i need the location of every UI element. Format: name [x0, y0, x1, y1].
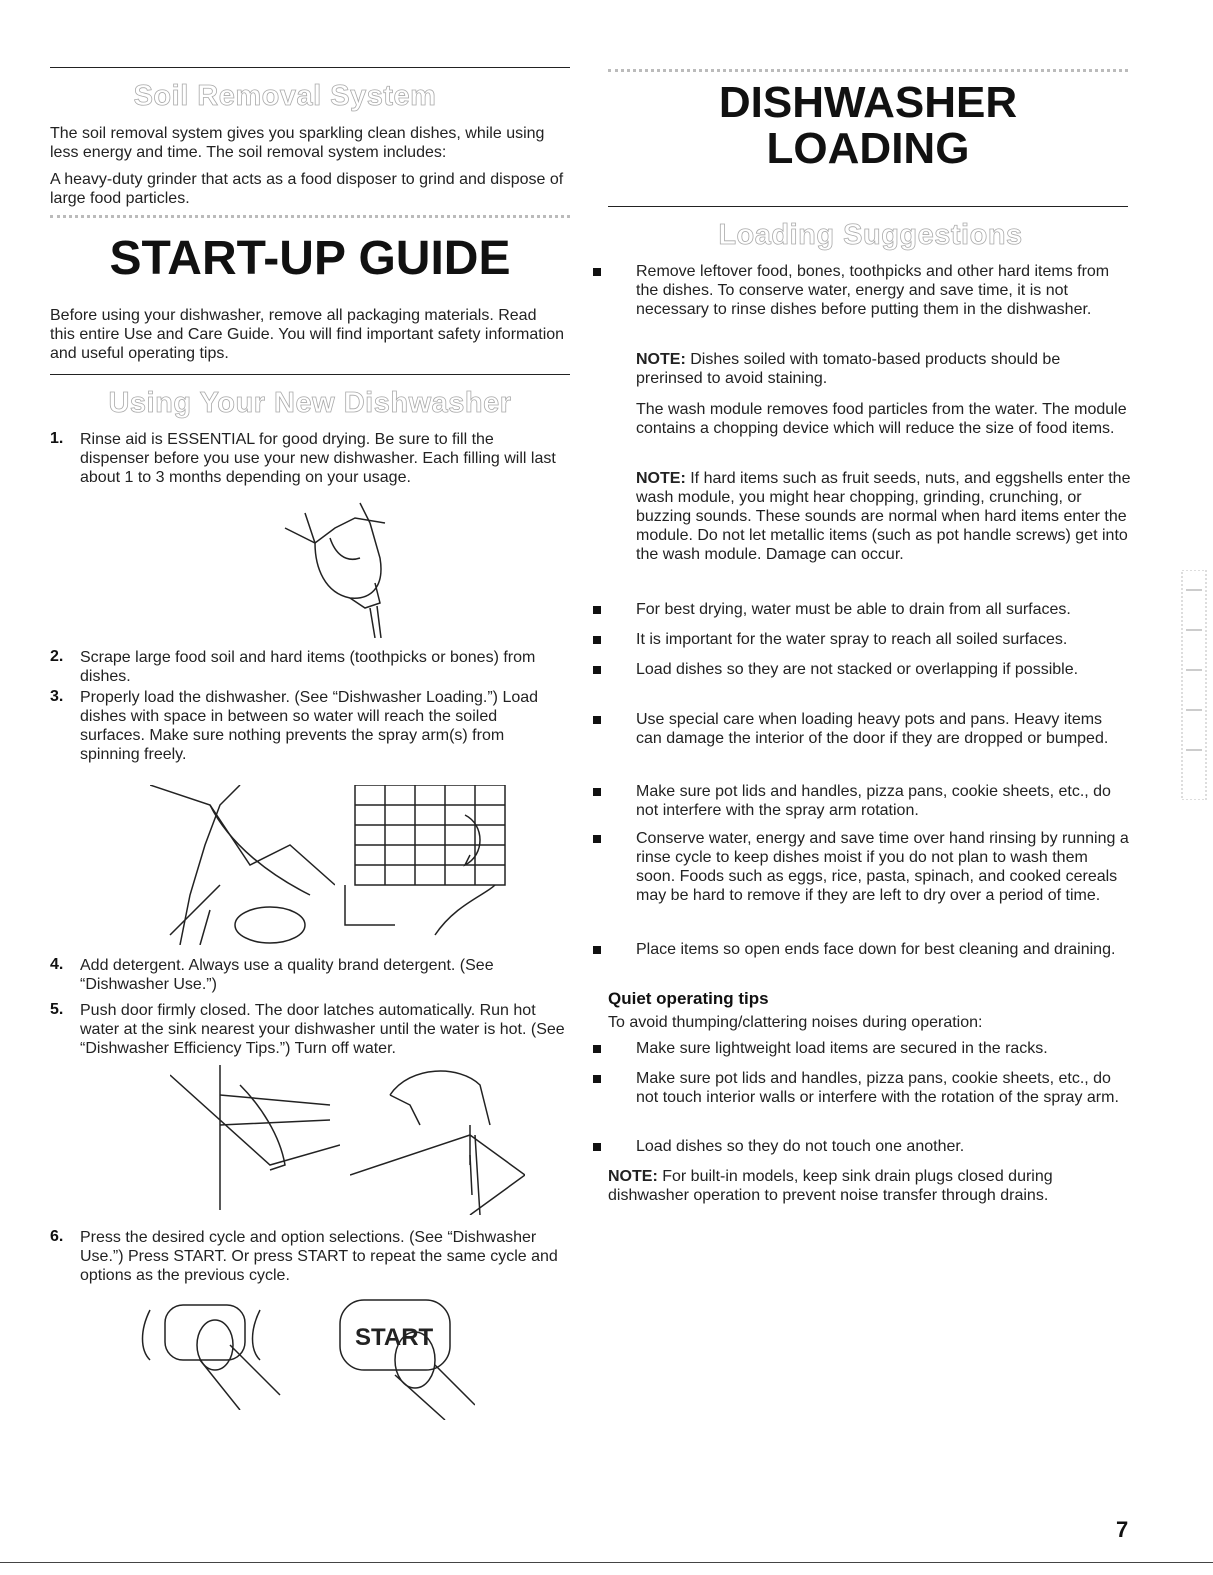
divider: [608, 206, 1128, 207]
step-text: Add detergent. Always use a quality brand detergent. (See “Dishwasher Use.”): [80, 957, 494, 993]
step-number: 6.: [50, 1228, 64, 1245]
start-button-label: START: [355, 1324, 434, 1351]
step-number: 4.: [50, 956, 64, 973]
bullet-text: Conserve water, energy and save time over hand rinsing by running a rinse cycle to keep dishes moist if you do not plan to wash them soon. Foods such as eggs, rice, pasta, spinach, and cooked cereals may be hard to remove if they are left to dry over a period of time.: [636, 830, 1129, 904]
note-label: NOTE:: [636, 470, 686, 487]
note-label: NOTE:: [608, 1168, 658, 1185]
note-paragraph: [636, 350, 1131, 388]
using-dishwasher-heading: Using Your New Dishwasher: [108, 387, 512, 419]
step-number: 5.: [50, 1001, 64, 1018]
step-number: 3.: [50, 688, 64, 705]
bullet-marker: [593, 1143, 601, 1151]
bullet-marker: [593, 1045, 601, 1053]
step-number: 2.: [50, 648, 64, 665]
rinse-aid-bottle-illustration: [275, 498, 395, 638]
step-text: Properly load the dishwasher. (See “Dishwasher Loading.”) Load dishes with space in between so water will reach the soiled surfaces. Make sure nothing prevents the spray arm(s) from spinning freely.: [80, 689, 539, 763]
bullet-marker: [593, 268, 601, 276]
section-side-tab: [1180, 570, 1210, 800]
bullet-marker: [593, 1075, 601, 1083]
bullet-marker: [593, 666, 601, 674]
step-text: Push door firmly closed. The door latches automatically. Run hot water at the sink nearest your dishwasher until the water is hot. (See “Dishwasher Efficiency Tips.”) Turn off water.: [80, 1002, 565, 1057]
bullet-text: Load dishes so they are not stacked or overlapping if possible.: [636, 661, 1079, 678]
step-text: Scrape large food soil and hard items (toothpicks or bones) from dishes.: [80, 649, 536, 685]
bullet-text: For best drying, water must be able to drain from all surfaces.: [636, 601, 1071, 618]
bullet-marker: [593, 606, 601, 614]
faucet-illustration: [350, 1065, 525, 1215]
start-button-press-illustration: [335, 1295, 475, 1420]
load-dishes-illustration: [150, 785, 335, 945]
step-text: Press the desired cycle and option selections. (See “Dishwasher Use.”) Press START. Or press START to repeat the same cycle and options as the previous cycle.: [80, 1229, 558, 1284]
cycle-button-press-illustration: [140, 1300, 285, 1410]
bottom-divider: [0, 1562, 1213, 1563]
loading-suggestions-heading: Loading Suggestions: [718, 219, 1023, 251]
bullet-marker: [593, 835, 601, 843]
bullet-text: Load dishes so they do not touch one another.: [636, 1138, 965, 1155]
bullet-text: Make sure pot lids and handles, pizza pans, cookie sheets, etc., do not interfere with the spray arm rotation.: [636, 783, 1111, 819]
bullet-text: Use special care when loading heavy pots and pans. Heavy items can damage the interior of the door if they are dropped or bumped.: [636, 711, 1109, 747]
quiet-intro-paragraph: To avoid thumping/clattering noises during operation:: [608, 1014, 983, 1031]
title-line-1: DISHWASHER: [718, 78, 1018, 127]
note-paragraph: [608, 1167, 1133, 1205]
step-number: 1.: [50, 430, 64, 447]
start-up-intro-paragraph: Before using your dishwasher, remove all packaging materials. Read this entire Use and Care Guide. You will find important safety information and useful operating tips.: [50, 307, 565, 362]
note-paragraph: [636, 469, 1131, 564]
quiet-operating-tips-heading: Quiet operating tips: [608, 989, 769, 1008]
bullet-text: Make sure lightweight load items are secured in the racks.: [636, 1040, 1048, 1057]
note-text: If hard items such as fruit seeds, nuts, and eggshells enter the wash module, you might hear chopping, grinding, crunching, or buzzing sounds. These sounds are normal when hard items enter the module. Do not let metallic items (such as pot handle screws) get into the wash module. Damage can occur.: [636, 470, 1131, 563]
bullet-marker: [593, 716, 601, 724]
step-text: Rinse aid is ESSENTIAL for good drying. Be sure to fill the dispenser before you use your new dishwasher. Each filling will last about 1 to 3 months depending on your usage.: [80, 431, 556, 486]
dishwasher-loading-title: [593, 80, 1143, 172]
bullet-text: Make sure pot lids and handles, pizza pans, cookie sheets, etc., do not touch interior walls or interfere with the rotation of the spray arm.: [636, 1070, 1119, 1106]
dotted-divider: [608, 69, 1128, 72]
bullet-marker: [593, 946, 601, 954]
bullet-marker: [593, 788, 601, 796]
page-number: 7: [1116, 1517, 1129, 1542]
soil-removal-paragraph: The soil removal system gives you sparkling clean dishes, while using less energy and time. The soil removal system includes:: [50, 125, 545, 161]
dishwasher-rack-illustration: [335, 785, 510, 945]
dotted-divider: [50, 215, 570, 218]
bullet-marker: [593, 636, 601, 644]
bullet-text: Place items so open ends face down for best cleaning and draining.: [636, 941, 1116, 958]
start-up-guide-heading: START-UP GUIDE: [109, 232, 511, 285]
bullet-text: It is important for the water spray to reach all soiled surfaces.: [636, 631, 1068, 648]
note-text: Dishes soiled with tomato-based products should be prerinsed to avoid staining.: [636, 351, 1061, 387]
soil-removal-heading: Soil Removal System: [133, 80, 437, 112]
divider: [50, 67, 570, 68]
wash-module-paragraph: The wash module removes food particles from the water. The module contains a chopping device which will reduce the size of food items.: [636, 401, 1127, 437]
title-line-2: LOADING: [766, 124, 970, 174]
close-door-illustration: [170, 1065, 340, 1210]
bullet-text: Remove leftover food, bones, toothpicks and other hard items from the dishes. To conserve water, energy and save time, it is not necessary to rinse dishes before putting them in the dishwasher.: [636, 263, 1110, 318]
soil-removal-grinder-paragraph: A heavy-duty grinder that acts as a food disposer to grind and dispose of large food particles.: [50, 171, 564, 207]
note-label: NOTE:: [636, 351, 686, 368]
divider: [50, 374, 570, 375]
note-text: For built-in models, keep sink drain plugs closed during dishwasher operation to prevent noise transfer through drains.: [608, 1168, 1053, 1204]
